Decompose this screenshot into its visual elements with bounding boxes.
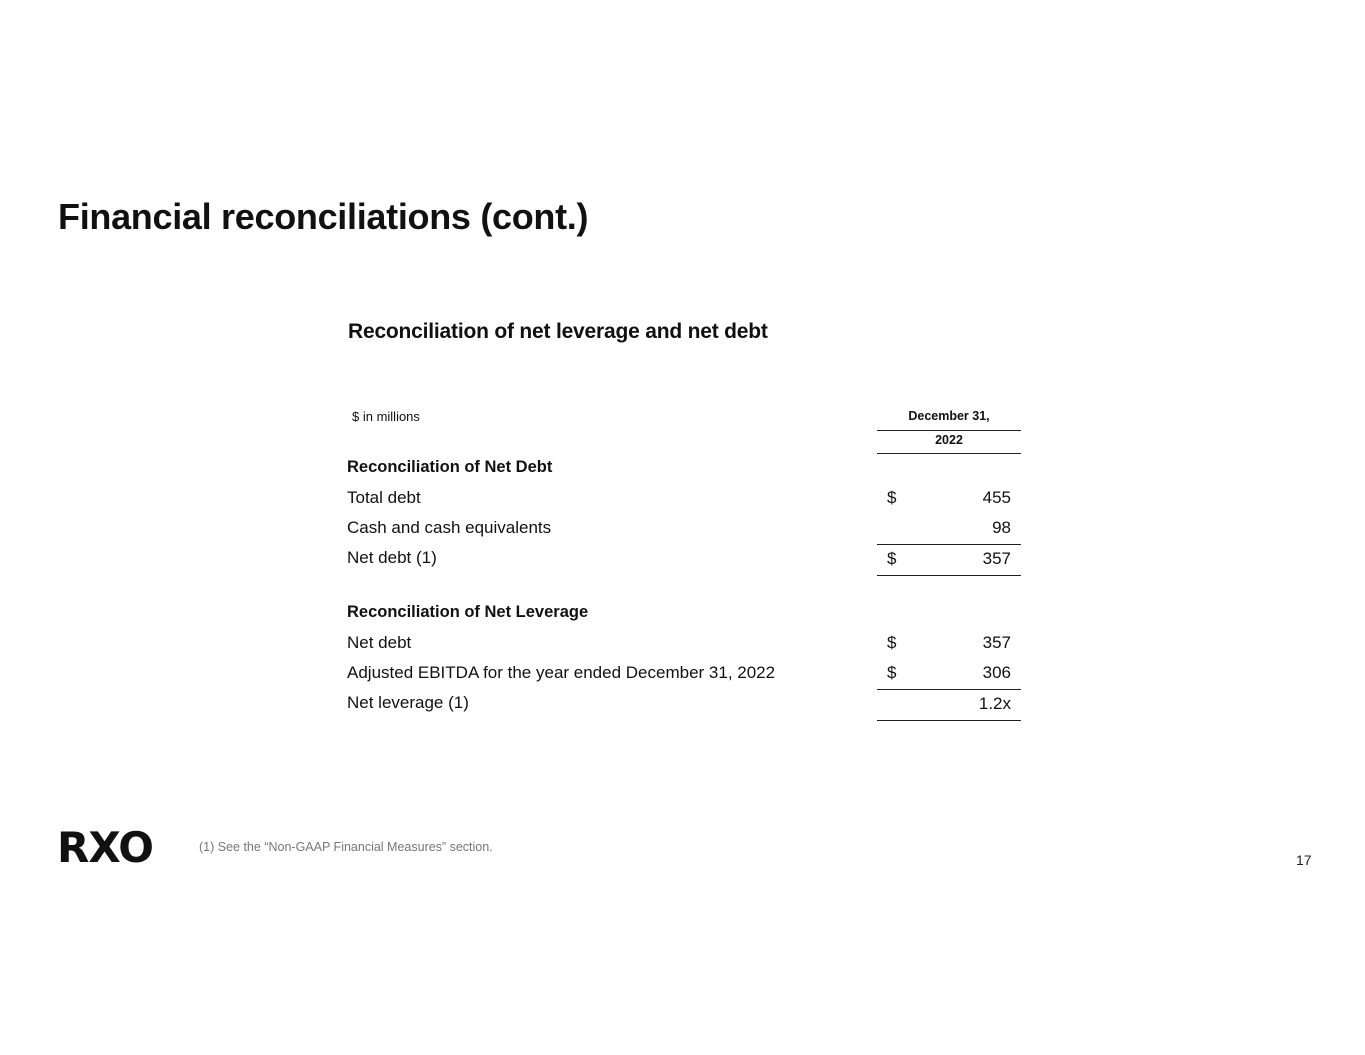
column-header-year: 2022 <box>877 431 1021 454</box>
row-label: Adjusted EBITDA for the year ended December 31, 2022 <box>347 663 776 682</box>
page-title: Financial reconciliations (cont.) <box>58 196 589 237</box>
row-label: Cash and cash equivalents <box>347 518 552 537</box>
page-number: 17 <box>1296 852 1312 868</box>
row-label: Net debt <box>347 633 412 652</box>
table-title: Reconciliation of net leverage and net debt <box>348 320 768 343</box>
column-header-date: December 31, <box>877 409 1021 431</box>
currency-symbol: $ <box>887 488 897 507</box>
value-cell <box>877 484 1021 514</box>
units-label: $ in millions <box>352 409 420 424</box>
value-cell <box>877 629 1021 659</box>
currency-symbol: $ <box>887 663 897 682</box>
value-cell-total <box>877 689 1021 721</box>
value: 306 <box>982 663 1011 682</box>
footnote: (1) See the “Non-GAAP Financial Measures” section. <box>199 840 493 854</box>
row-label: Total debt <box>347 488 421 507</box>
row-label: Net debt (1) <box>347 548 437 567</box>
value: 1.2x <box>978 694 1011 713</box>
value: 98 <box>992 518 1011 537</box>
currency-symbol: $ <box>887 633 897 652</box>
rxo-logo: RXO <box>57 823 153 872</box>
section-heading-label: Reconciliation of Net Leverage <box>347 603 589 621</box>
value-cell <box>877 659 1021 689</box>
value: 455 <box>982 488 1011 507</box>
value: 357 <box>982 549 1011 568</box>
row-label: Net leverage (1) <box>347 693 469 712</box>
currency-symbol: $ <box>887 549 897 568</box>
value-cell-total <box>877 544 1021 576</box>
section-heading-label: Reconciliation of Net Debt <box>347 458 553 476</box>
value-cell <box>877 514 1021 544</box>
value: 357 <box>982 633 1011 652</box>
